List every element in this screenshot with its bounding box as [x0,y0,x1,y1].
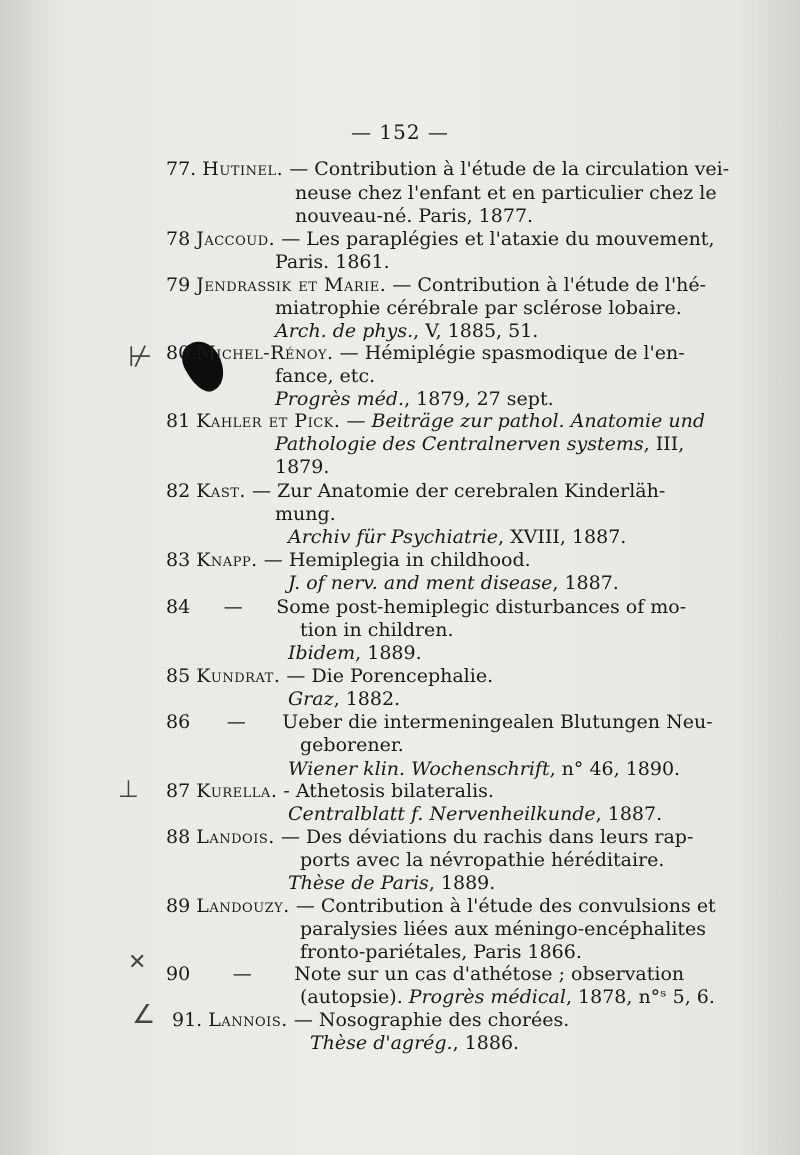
entry-line: 80 Michel-Rénoy. — Hémiplégie spasmodique de l'en- [166,342,685,364]
entry-line: Arch. de phys., V, 1885, 51. [275,320,539,342]
entry-line: Wiener klin. Wochenschrift, n° 46, 1890. [288,758,681,780]
entry-line: 89 Landouzy. — Contribution à l'étude des convulsions et [166,895,716,917]
entry-line: 85 Kundrat. — Die Porencephalie. [166,665,494,687]
entry-line: tion in children. [300,619,454,641]
entry-line: 82 Kast. — Zur Anatomie der cerebralen Kinderläh- [166,480,666,502]
entry-line: Ibidem, 1889. [288,642,422,664]
entry-line: ports avec la névropathie héréditaire. [300,849,665,871]
entry-line: mung. [275,503,336,525]
entry-line: 81 Kahler et Pick. — Beiträge zur pathol. Anatomie und [166,410,705,432]
entry-line: Graz, 1882. [288,688,401,710]
entry-line: 88 Landois. — Des déviations du rachis dans leurs rap- [166,826,694,848]
entry-line: 1879. [275,456,330,478]
page-number: — 152 — [351,120,449,144]
entry-line: Thèse d'agrég., 1886. [310,1032,520,1054]
entry-line: 91. Lannois. — Nosographie des chorées. [172,1009,570,1031]
entry-line: 77. Hutinel. — Contribution à l'étude de la circulation vei- [166,158,730,180]
margin-mark: ⊬ [128,340,153,373]
entry-line: fronto-pariétales, Paris 1866. [300,941,582,963]
entry-line: Thèse de Paris, 1889. [288,872,496,894]
margin-mark: ∠ [132,1000,156,1030]
entry-line: fance, etc. [275,365,376,387]
entry-line: neuse chez l'enfant et en particulier chez le [295,182,717,204]
entry-line: 78 Jaccoud. — Les paraplégies et l'ataxie du mouvement, [166,228,715,250]
entry-line: Archiv für Psychiatrie, XVIII, 1887. [288,526,627,548]
entry-line: nouveau-né. Paris, 1877. [295,205,534,227]
entry-line: miatrophie cérébrale par sclérose lobaire. [275,297,682,319]
entry-line: 83 Knapp. — Hemiplegia in childhood. [166,549,531,571]
entry-line: (autopsie). Progrès médical, 1878, n°ˢ 5, 6. [300,986,715,1008]
entry-line: 90 — Note sur un cas d'athétose ; observation [166,963,685,985]
entry-line: Centralblatt f. Nervenheilkunde, 1887. [288,803,663,825]
entry-line: 79 Jendrassik et Marie. — Contribution à l'étude de l'hé- [166,274,707,296]
entry-line: 87 Kurella. - Athetosis bilateralis. [166,780,494,802]
entry-line: Progrès méd., 1879, 27 sept. [275,388,554,410]
entry-line: Paris. 1861. [275,251,390,273]
entry-line: 84 — Some post-hemiplegic disturbances of mo- [166,596,687,618]
margin-mark: ✕ [128,950,147,975]
entry-line: 86 — Ueber die intermeningealen Blutungen Neu- [166,711,713,733]
entry-line: paralysies liées aux méningo-encéphalites [300,918,707,940]
entry-line: Pathologie des Centralnerven systems, III, [275,433,685,455]
margin-mark: ⊥ [118,775,139,803]
entry-line: J. of nerv. and ment disease, 1887. [288,572,619,594]
entry-line: geborener. [300,734,404,756]
